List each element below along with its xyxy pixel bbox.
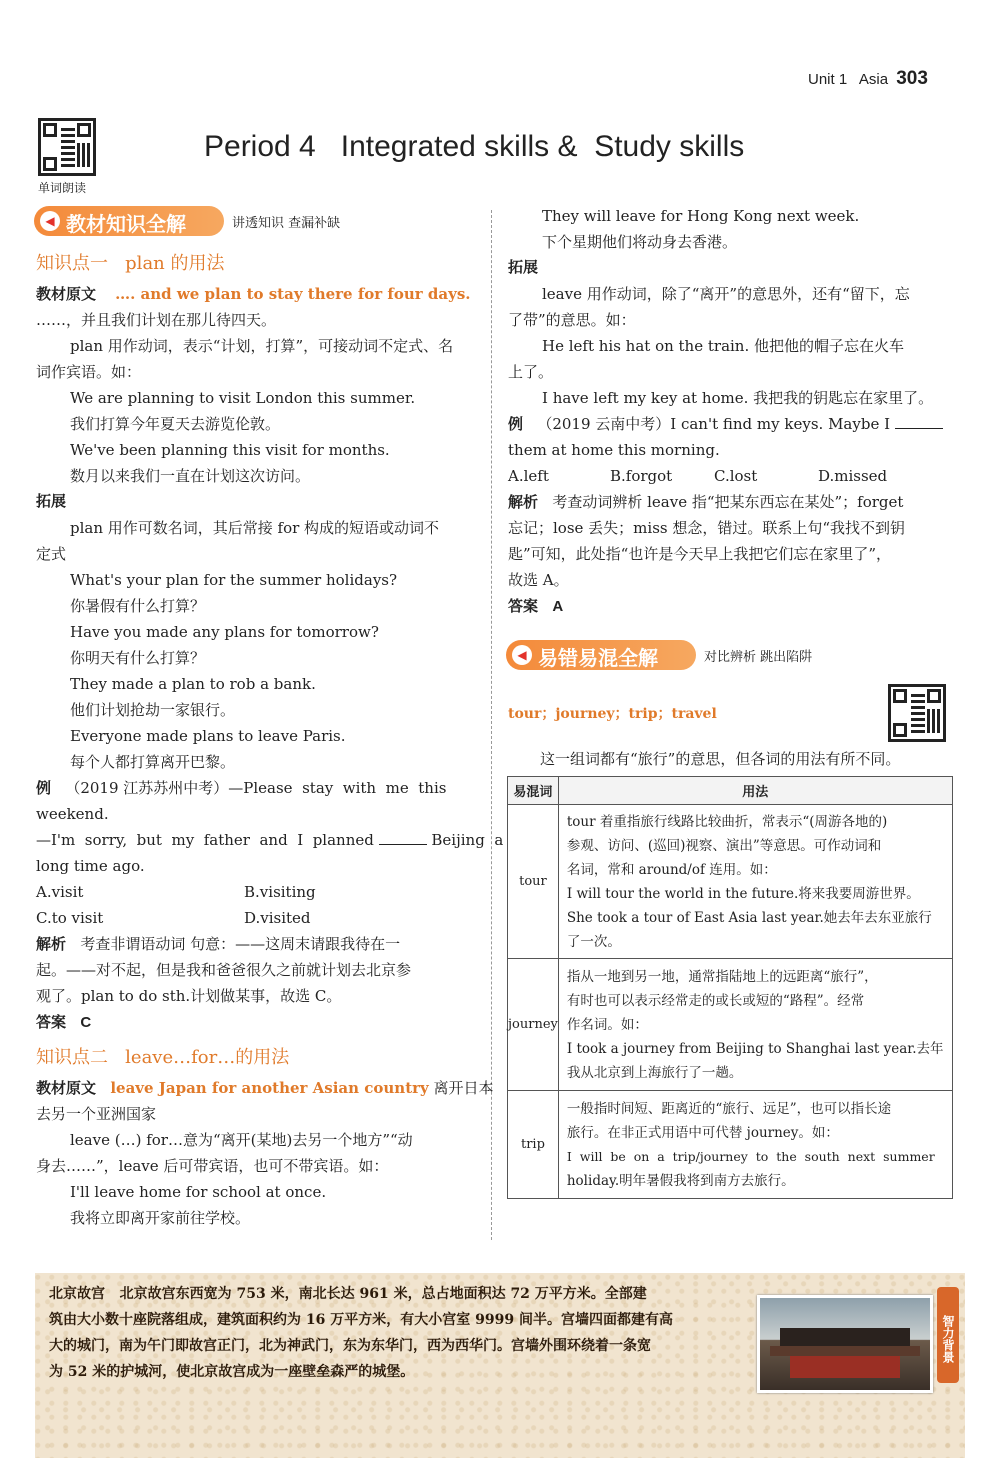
kp2-heading: 知识点二 leave…for…的用法 [36, 1047, 290, 1068]
table-row [508, 805, 953, 959]
ext-ex3-en: They made a plan to rob a bank. [70, 675, 316, 693]
q-line4: long time ago. [36, 857, 145, 875]
table-header-row [508, 777, 953, 805]
ex2-zh: 数月以来我们一直在计划这次访问。 [70, 467, 311, 485]
analysis-1: 考查非谓语动词 句意：——这周末请跟我待在一 [80, 935, 401, 953]
orig-zh: ……，并且我们计划在那儿待四天。 [36, 311, 277, 329]
option-b: B.visiting [244, 883, 316, 901]
qr-code-icon[interactable] [38, 118, 96, 176]
kp2-orig-zh-a: 离开日本 [433, 1079, 494, 1097]
footer-line-2: 筑由大小数十座院落组成，建筑面积约为 16 万平方米，有大小宫室 9999 间半。宫墙四面都建有高 [49, 1312, 673, 1328]
usage-line: 旅行。在非正式用语中可代替 journey。如： [566, 1124, 839, 1141]
r-question [508, 411, 943, 438]
analysis [36, 931, 400, 958]
q-line3b: Beijing a [431, 831, 504, 849]
kp1-heading: 知识点一 plan 的用法 [36, 253, 225, 274]
q-label: 例 [36, 780, 52, 797]
r-analysis-3: 匙”可知，此处指“也许是今天早上我把它们忘在家里了”， [508, 545, 892, 563]
r-analysis-2: 忘记；lose 丢失；miss 想念，错过。联系上句“我找不到钥 [508, 519, 906, 537]
ext-label: 拓展 [36, 493, 67, 510]
q-line2: weekend. [36, 805, 109, 823]
side-tag [937, 1287, 959, 1383]
usage-line: tour 着重指旅行线路比较曲折，常表示“(周游各地的) [566, 813, 888, 830]
orig-en: …. and we plan to stay there for four days. [115, 285, 471, 303]
r-ext-1: leave 用作动词，除了“离开”的意思外，还有“留下，忘 [542, 285, 910, 303]
r-option-d: D.missed [818, 467, 888, 485]
footer-line-1 [49, 1281, 749, 1307]
usage-line: 一般指时间短、距离近的“旅行、远足”，也可以指长途 [566, 1100, 892, 1117]
kp1-orig [36, 281, 470, 308]
analysis-2: 起。——对不起，但是我和爸爸很久之前就计划去北京参 [36, 961, 412, 979]
comparison-table [507, 776, 953, 1199]
r-answer-label: 答案 [508, 598, 539, 615]
ex1-en: We are planning to visit London this summer. [70, 389, 416, 407]
kp2-ex1-zh: 我将立即离开家前往学校。 [70, 1209, 251, 1227]
explain-1: plan 用作动词，表示“计划，打算”，可接动词不定式、名 [70, 337, 454, 355]
r-ext-ex1b: 上了。 [508, 363, 554, 381]
option-a: A.visit [36, 883, 84, 901]
col-header-usage: 用法 [558, 777, 952, 805]
r-option-b: B.forgot [610, 467, 673, 485]
row-usage [558, 1091, 952, 1199]
kp2-orig-zh-b: 去另一个亚洲国家 [36, 1105, 157, 1123]
usage-line: I took a journey from Beijing to Shanghai last year.去年 [566, 1040, 944, 1057]
option-d: D.visited [244, 909, 311, 927]
running-header [808, 68, 928, 90]
ext-ex1-en: What's your plan for the summer holidays? [70, 571, 398, 589]
footer-line-3: 大的城门，南为午门即故宫正门，北为神武门，东为东华门，西为西华门。宫墙外围环绕着一条宽 [49, 1338, 651, 1354]
banner-sub: 讲透知识 查漏补缺 [232, 216, 341, 231]
r-analysis [508, 489, 903, 516]
row-word: tour [508, 805, 559, 959]
usage-line: She took a tour of East Asia last year.她去年去东亚旅行 [566, 909, 932, 926]
analysis-3: 观了。plan to do sth.计划做某事，故选 C。 [36, 987, 342, 1005]
page-number: 303 [896, 68, 928, 89]
ext-1: plan 用作可数名词，其后常接 for 构成的短语或动词不 [70, 519, 440, 537]
kp2-ex1-en: I'll leave home for school at once. [70, 1183, 327, 1201]
kp2-explain-2: 身去……”，leave 后可带宾语，也可不带宾语。如： [36, 1157, 389, 1175]
qr-caption: 单词朗读 [38, 181, 87, 195]
col-header-word: 易混词 [508, 777, 559, 805]
qr-code-icon[interactable] [888, 684, 946, 742]
usage-line: 参观、访问、(巡回)视察、演出”等意思。可作动词和 [566, 837, 882, 854]
forbidden-city-photo [757, 1295, 933, 1393]
row-usage [558, 959, 952, 1091]
speaker-icon: ◀ [40, 211, 60, 231]
usage-line: 指从一地到另一地，通常指陆地上的远距离“旅行”， [566, 968, 878, 985]
kp2-orig-label: 教材原文 [36, 1080, 97, 1097]
header-topic: Asia [858, 71, 889, 88]
table-row [508, 959, 953, 1091]
r-banner-label: 易错易混全解 [538, 646, 658, 670]
table-intro: 这一组词都有“旅行”的意思，但各词的用法有所不同。 [540, 750, 901, 768]
r-analysis-4: 故选 A。 [508, 571, 569, 589]
words-heading: tour；journey；trip；travel [508, 706, 717, 722]
q-line3a: —I'm sorry, but my father and I planned [36, 831, 374, 849]
ex2-en: We've been planning this visit for months. [70, 441, 390, 459]
ext-2: 定式 [36, 545, 67, 563]
r-banner-sub: 对比辨析 跳出陷阱 [704, 650, 813, 665]
analysis-label: 解析 [36, 936, 67, 953]
banner-label: 教材知识全解 [66, 212, 186, 236]
q-line3 [36, 827, 503, 853]
r-q-label: 例 [508, 416, 524, 433]
ext-ex4-en: Everyone made plans to leave Paris. [70, 727, 346, 745]
answer [36, 1009, 91, 1036]
section-banner-confusable [506, 640, 696, 670]
option-c: C.to visit [36, 909, 104, 927]
kp2-orig [36, 1075, 494, 1102]
usage-line: 了一次。 [566, 933, 621, 950]
r-analysis-label: 解析 [508, 494, 539, 511]
ext-ex1-zh: 你暑假有什么打算？ [70, 597, 206, 615]
table-row [508, 1091, 953, 1199]
r-ext-ex2: I have left my key at home. 我把我的钥匙忘在家里了。 [542, 389, 934, 407]
side-tag-text: 智力背景 [941, 1315, 955, 1363]
kp2-explain-1: leave (…) for…意为“离开(某地)去另一个地方”“动 [70, 1131, 413, 1149]
ext-ex2-en: Have you made any plans for tomorrow? [70, 623, 379, 641]
r-answer-value: A [552, 598, 564, 615]
kp1-question [36, 775, 446, 802]
r-cont-en: They will leave for Hong Kong next week. [542, 207, 860, 225]
row-word: journey [508, 959, 559, 1091]
r-ext-2: 了带”的意思。如： [508, 311, 636, 329]
row-word: trip [508, 1091, 559, 1199]
usage-line: holiday.明年暑假我将到南方去旅行。 [566, 1172, 795, 1189]
r-q-line2: them at home this morning. [508, 441, 720, 459]
usage-line: 作名词。如： [566, 1016, 648, 1033]
page-title: Period 4 Integrated skills & Study skills [204, 130, 745, 163]
r-answer [508, 593, 563, 620]
explain-2: 词作宾语。如： [36, 363, 142, 381]
usage-line: I will tour the world in the future.将来我要周游世界。 [566, 885, 920, 902]
r-option-a: A.left [508, 467, 549, 485]
ex1-zh: 我们打算今年夏天去游览伦敦。 [70, 415, 281, 433]
r-answer-blank [895, 415, 943, 429]
usage-line: 名词，常和 around/of 连用。如： [566, 861, 777, 878]
r-cont-zh: 下个星期他们将动身去香港。 [542, 233, 738, 251]
kp2-orig-en: leave Japan for another Asian country [110, 1079, 429, 1097]
r-analysis-1: 考查动词辨析 leave 指“把某东西忘在某处”；forget [552, 493, 904, 511]
usage-line: 我从北京到上海旅行了一趟。 [566, 1064, 743, 1081]
r-ext-label: 拓展 [508, 259, 539, 276]
speaker-icon: ◀ [512, 645, 532, 665]
answer-value: C [80, 1014, 92, 1031]
q-line1: （2019 江苏苏州中考）—Please stay with me this [65, 779, 447, 797]
section-banner-textbook [34, 206, 224, 236]
ext-ex4-zh: 每个人都打算离开巴黎。 [70, 753, 236, 771]
ext-ex3-zh: 他们计划抢劫一家银行。 [70, 701, 236, 719]
usage-line: 有时也可以表示经常走的或长或短的“路程”。经常 [566, 992, 865, 1009]
header-unit: Unit 1 [808, 71, 848, 88]
footer-label: 北京故宫 [49, 1286, 105, 1302]
answer-label: 答案 [36, 1014, 67, 1031]
footer-line-4: 为 52 米的护城河，使北京故宫成为一座壁垒森严的城堡。 [49, 1364, 415, 1380]
background-info-box [35, 1273, 965, 1458]
footer-text-1: 北京故宫东西宽为 753 米，南北长达 961 米，总占地面积达 72 万平方米。全部建 [119, 1286, 647, 1302]
r-option-c: C.lost [714, 467, 758, 485]
ext-ex2-zh: 你明天有什么打算？ [70, 649, 206, 667]
r-ext-ex1: He left his hat on the train. 他把他的帽子忘在火车 [542, 337, 905, 355]
r-q-line1: （2019 云南中考）I can't find my keys. Maybe I [537, 415, 891, 433]
orig-label: 教材原文 [36, 286, 97, 303]
usage-line: I will be on a trip/journey to the south next summer [566, 1148, 935, 1164]
row-usage [558, 805, 952, 959]
answer-blank [379, 831, 427, 845]
